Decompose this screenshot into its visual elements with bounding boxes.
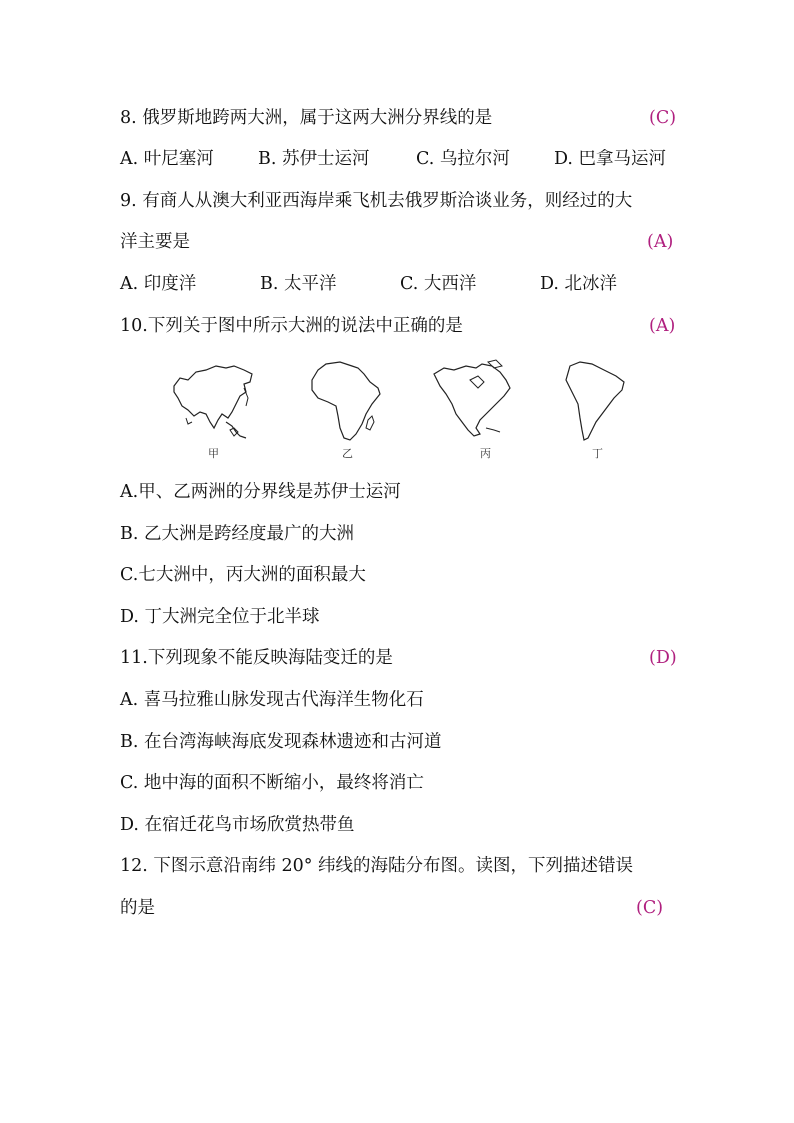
q9-option-c: C. 大西洋 <box>400 274 477 294</box>
q11-option-b: B. 在台湾海峡海底发现森林遗迹和古河道 <box>120 732 442 752</box>
map-label-jia: 甲 <box>208 447 219 460</box>
south-america-map <box>560 358 640 460</box>
q10-option-d: D. 丁大洲完全位于北半球 <box>120 607 320 627</box>
q10-option-c: C.七大洲中，丙大洲的面积最大 <box>120 565 366 585</box>
q10-option-b: B. 乙大洲是跨经度最广的大洲 <box>120 524 354 544</box>
q8-option-a: A. 叶尼塞河 <box>120 149 214 169</box>
q10-option-a: A.甲、乙两洲的分界线是苏伊士运河 <box>120 482 401 502</box>
q9-answer: (A) <box>647 232 674 252</box>
continent-maps-figure <box>160 358 660 464</box>
q11-stem: 11.下列现象不能反映海陆变迁的是 <box>120 648 393 668</box>
q8-stem: 8. 俄罗斯地跨两大洲，属于这两大洲分界线的是 <box>120 108 493 128</box>
q12-stem-line2: 的是 <box>120 898 155 918</box>
q11-option-d: D. 在宿迁花鸟市场欣赏热带鱼 <box>120 815 355 835</box>
q9-option-d: D. 北冰洋 <box>540 274 618 294</box>
q9-stem-line2: 洋主要是 <box>120 232 190 252</box>
q8-answer: (C) <box>649 108 677 128</box>
q8-option-d: D. 巴拿马运河 <box>554 149 667 169</box>
q12-answer: (C) <box>636 898 664 918</box>
map-label-bing: 丙 <box>480 447 491 460</box>
q9-option-b: B. 太平洋 <box>260 274 337 294</box>
q10-stem: 10.下列关于图中所示大洲的说法中正确的是 <box>120 316 463 336</box>
q9-option-a: A. 印度洋 <box>120 274 197 294</box>
q8-option-b: B. 苏伊士运河 <box>258 149 370 169</box>
q10-answer: (A) <box>649 316 676 336</box>
africa-map <box>306 358 386 460</box>
q11-option-a: A. 喜马拉雅山脉发现古代海洋生物化石 <box>120 690 424 710</box>
map-label-yi: 乙 <box>342 447 353 460</box>
map-label-ding: 丁 <box>592 447 603 460</box>
north-america-map <box>430 358 520 460</box>
q12-stem-line1: 12. 下图示意沿南纬 20° 纬线的海陆分布图。读图，下列描述错误 <box>120 856 634 876</box>
asia-map <box>166 358 256 460</box>
q9-stem-line1: 9. 有商人从澳大利亚西海岸乘飞机去俄罗斯洽谈业务，则经过的大 <box>120 191 633 211</box>
q11-answer: (D) <box>649 648 677 668</box>
q11-option-c: C. 地中海的面积不断缩小，最终将消亡 <box>120 773 424 793</box>
q8-option-c: C. 乌拉尔河 <box>416 149 510 169</box>
